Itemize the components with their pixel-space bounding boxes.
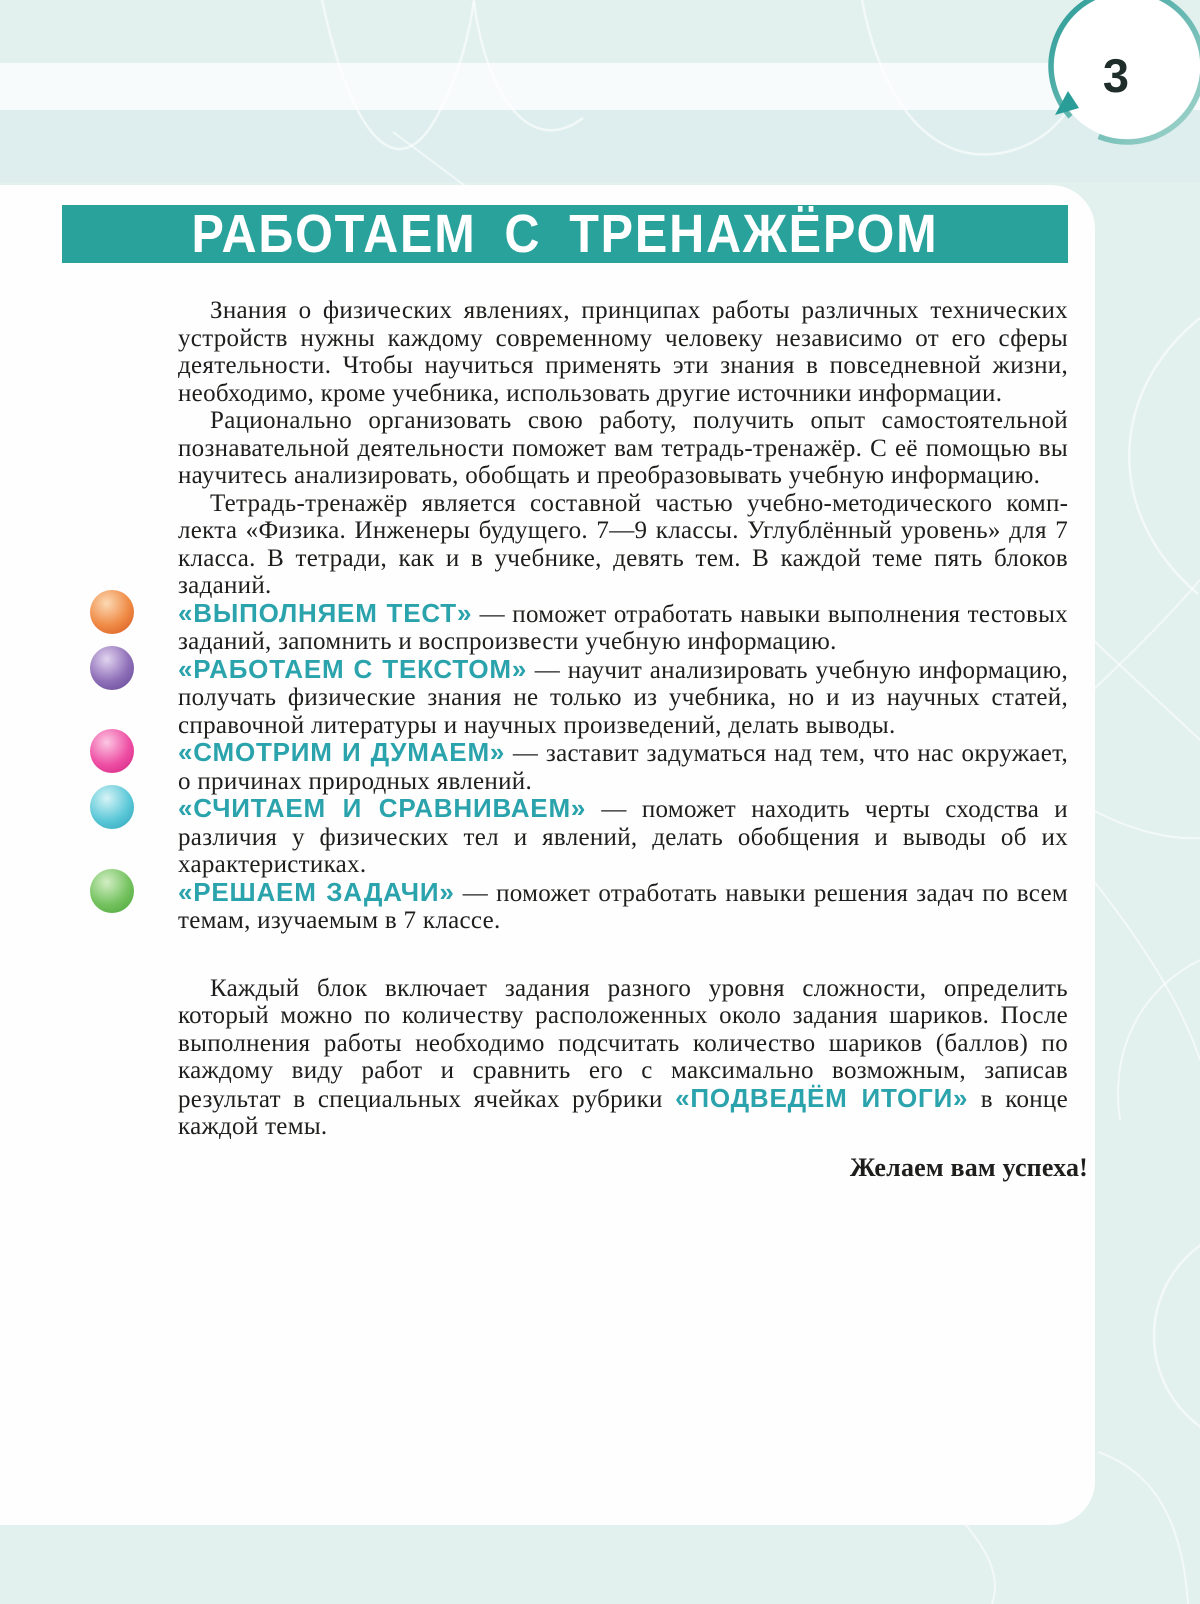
difficulty-ball-pink xyxy=(90,729,134,773)
rubric-description: — заставит задуматься над тем, что нас окружает, о причинах природных явлений. xyxy=(178,740,1068,795)
difficulty-ball-green xyxy=(90,869,134,913)
rubric-description: — поможет находить черты сходства и различия у физических тел и явлений, делать обобщения и выводы об их характеристиках. xyxy=(178,796,1068,878)
content-card xyxy=(0,185,1095,1525)
main-text-column xyxy=(178,297,1088,1182)
rubric-section-count-compare xyxy=(178,795,1068,879)
rubric-description: — поможет отработать навыки выполнения тестовых заданий, запомнить и воспроизвести учебную информацию. xyxy=(178,600,1068,655)
rubric-section-text xyxy=(178,653,1068,740)
rubric-section-test xyxy=(178,597,1068,656)
difficulty-ball-orange xyxy=(90,590,134,634)
chapter-title: РАБОТАЕМ С ТРЕНАЖЁРОМ xyxy=(191,204,939,264)
rubric-description: — поможет отработать навыки решения задач по всем темам, изучаемым в 7 классе. xyxy=(178,879,1068,934)
rubric-label: «РАБОТАЕМ С ТЕКСТОМ» xyxy=(178,653,528,684)
scoring-text: Каждый блок включает задания разного уровня сложности, определить который можно по количеству расположенных около задания шариков. После выполнения работы необходимо подсчитать количество шариков (баллов) по каждому виду работ и сравнить его с максимально возможным, записав результат в специальных ячейках рубрики xyxy=(178,974,1068,1113)
difficulty-ball-purple xyxy=(90,646,134,690)
intro-paragraph: Рационально организовать свою работу, получить опыт самостоятельной познавательной деятельности поможет вам тетрадь-тренажёр. С её помощью вы научитесь анализировать, обобщать и преобразовывать учебную информацию. xyxy=(178,407,1068,489)
summary-rubric-label: «ПОДВЕДЁМ ИТОГИ» xyxy=(675,1082,969,1113)
page-number-badge xyxy=(1030,0,1200,164)
signoff-text: Желаем вам успеха! xyxy=(849,1152,1088,1182)
rubric-section-look-think xyxy=(178,739,1068,795)
rubric-label: «СМОТРИМ И ДУМАЕМ» xyxy=(178,737,506,767)
page-number: 3 xyxy=(1102,49,1130,102)
rubric-description: — научит анализировать учебную информацию, получать физические знания не только из учебника, но и из научных статей, справочной литературы и научных произведений, делать выводы. xyxy=(178,656,1068,739)
intro-paragraph: Знания о физических явлениях, принципах работы различных технических устройств нужны каждому современному человеку независимо от его сферы деятельности. Чтобы научиться применять эти знания в повседневной жизни, необходимо, кроме учебника, использовать другие источники информации. xyxy=(178,297,1068,407)
chapter-title-bar xyxy=(62,205,1068,263)
rubric-label: «РЕШАЕМ ЗАДАЧИ» xyxy=(178,876,455,907)
rubric-label: «ВЫПОЛНЯЕМ ТЕСТ» xyxy=(178,597,473,628)
rubric-section-solve xyxy=(178,876,1068,935)
rubric-label: «СЧИТАЕМ И СРАВНИВАЕМ» xyxy=(178,793,587,823)
scoring-paragraph xyxy=(178,975,1068,1141)
difficulty-ball-cyan xyxy=(90,785,134,829)
intro-paragraph: Тетрадь-тренажёр является составной частью учебно-методического комплекта «Физика. Инженеры будущего. 7—9 классы. Углублённый уровень» для 7 класса. В тетради, как и в учебнике, девять тем. В каждой теме пять блоков заданий. xyxy=(178,489,1068,599)
scoring-text: в конце каждой темы. xyxy=(178,1085,1068,1140)
